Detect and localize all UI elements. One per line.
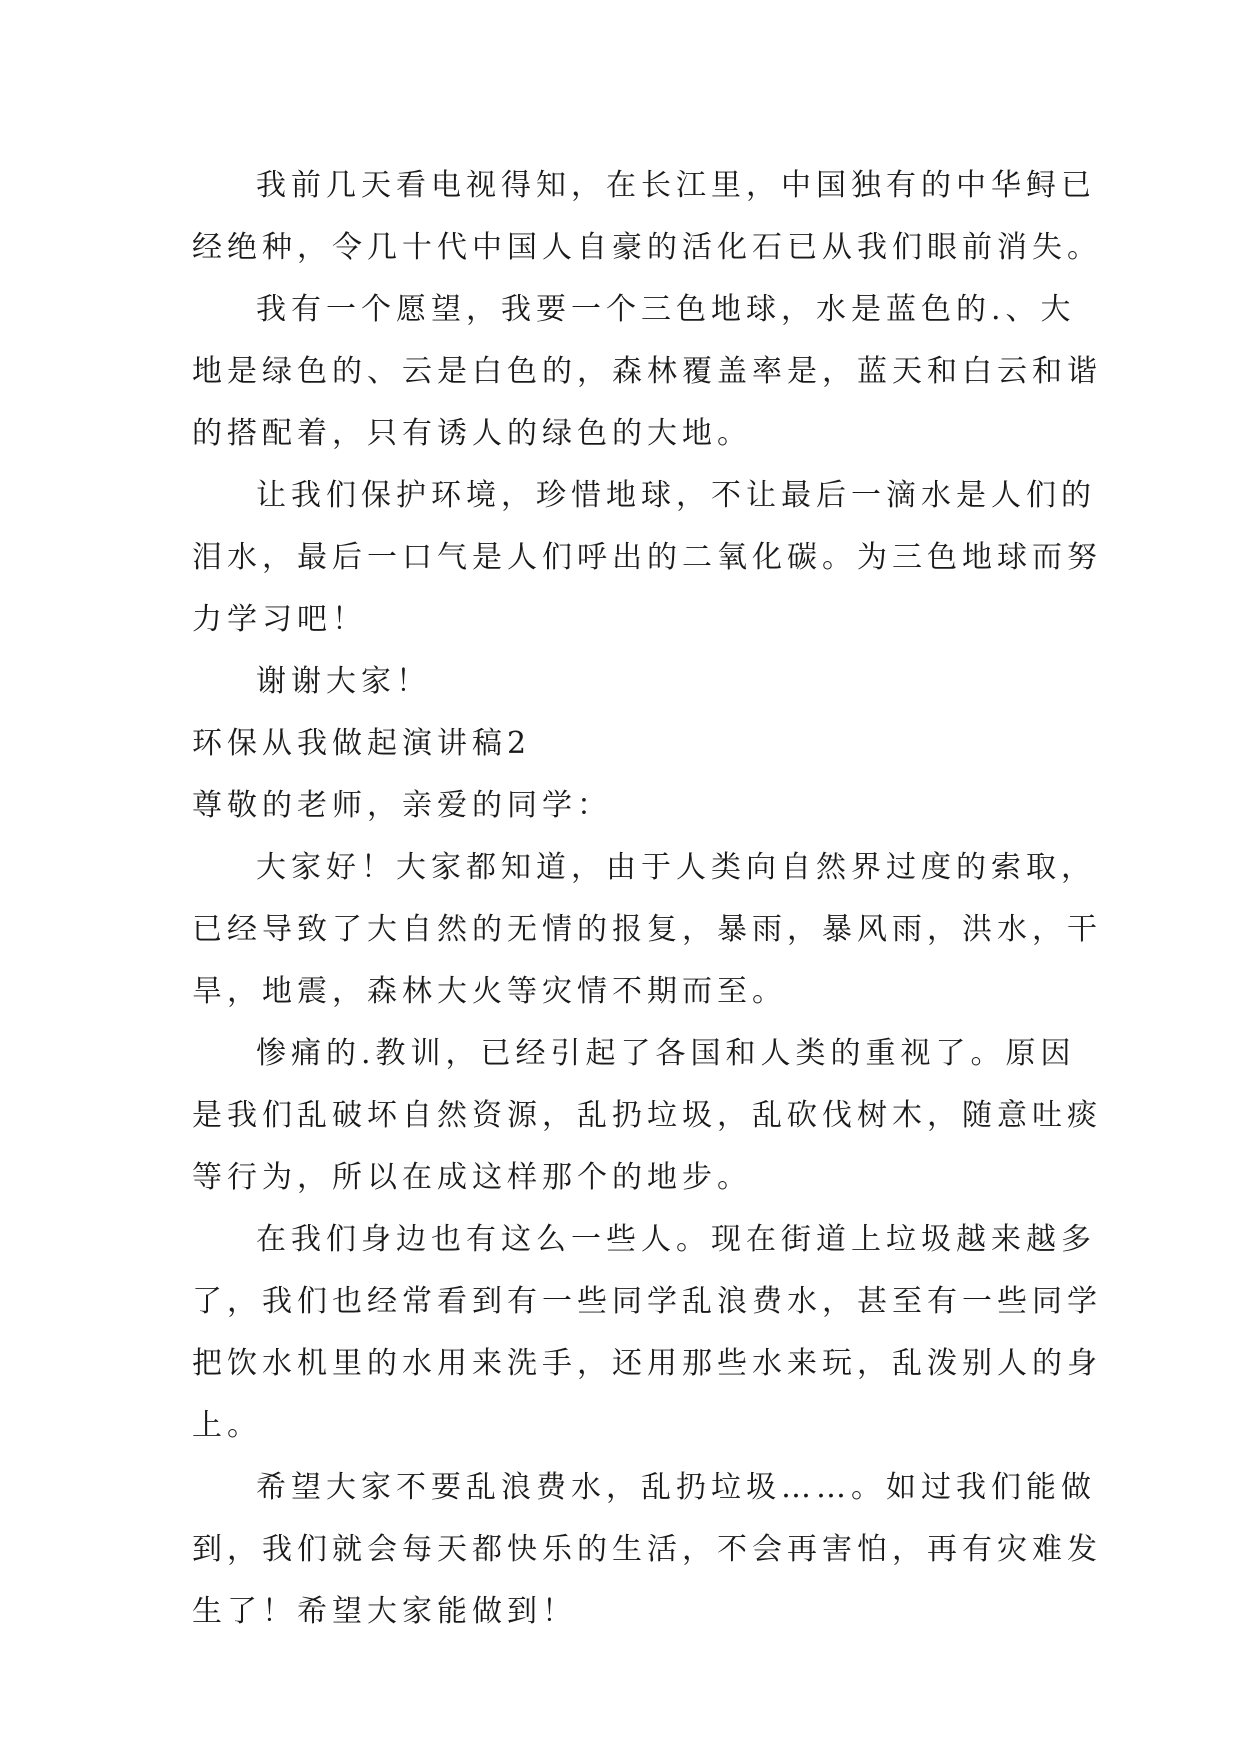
section-title: 环保从我做起演讲稿2 <box>192 726 532 761</box>
text-line: 我有一个愿望，我要一个三色地球，水是蓝色的.、大 <box>256 292 1076 327</box>
text-line: 的搭配着，只有诱人的绿色的大地。 <box>192 416 752 451</box>
text-line: 在我们身边也有这么一些人。现在街道上垃圾越来越多 <box>256 1222 1096 1257</box>
text-line: 了，我们也经常看到有一些同学乱浪费水，甚至有一些同学 <box>192 1284 1102 1319</box>
text-line: 泪水，最后一口气是人们呼出的二氧化碳。为三色地球而努 <box>192 540 1102 575</box>
text-line: 惨痛的.教训，已经引起了各国和人类的重视了。原因 <box>256 1036 1076 1071</box>
text-line: 经绝种，令几十代中国人自豪的活化石已从我们眼前消失。 <box>192 230 1102 265</box>
text-line: 我前几天看电视得知，在长江里，中国独有的中华鲟已 <box>256 168 1096 203</box>
text-line: 已经导致了大自然的无情的报复，暴雨，暴风雨，洪水，干 <box>192 912 1102 947</box>
text-line: 希望大家不要乱浪费水，乱扔垃圾……。如过我们能做 <box>256 1470 1096 1505</box>
text-line: 等行为，所以在成这样那个的地步。 <box>192 1160 752 1195</box>
document-page <box>192 155 1102 1643</box>
text-line: 上。 <box>192 1408 262 1443</box>
text-line: 生了！希望大家能做到！ <box>192 1594 577 1629</box>
salutation: 尊敬的老师，亲爱的同学： <box>192 788 612 823</box>
text-line: 力学习吧！ <box>192 602 367 637</box>
text-line: 旱，地震，森林大火等灾情不期而至。 <box>192 974 787 1009</box>
text-line: 到，我们就会每天都快乐的生活，不会再害怕，再有灾难发 <box>192 1532 1102 1567</box>
text-line: 谢谢大家！ <box>256 664 431 699</box>
text-line: 让我们保护环境，珍惜地球，不让最后一滴水是人们的 <box>256 478 1096 513</box>
text-line: 是我们乱破坏自然资源，乱扔垃圾，乱砍伐树木，随意吐痰 <box>192 1098 1102 1133</box>
text-line: 把饮水机里的水用来洗手，还用那些水来玩，乱泼别人的身 <box>192 1346 1102 1381</box>
text-line: 地是绿色的、云是白色的，森林覆盖率是，蓝天和白云和谐 <box>192 354 1102 389</box>
text-line: 大家好！大家都知道，由于人类向自然界过度的索取， <box>256 850 1096 885</box>
